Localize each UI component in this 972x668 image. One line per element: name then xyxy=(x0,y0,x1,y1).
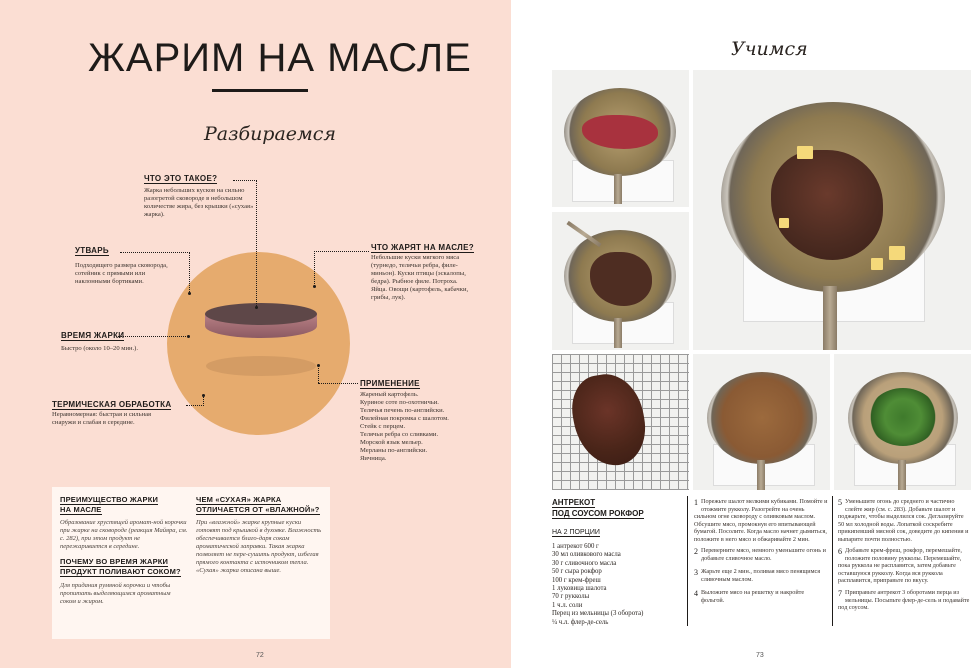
step-2: 2 Переверните мясо, немного уменьшите огонь и добавьте сливочное масло. xyxy=(694,547,826,562)
step-7: 7 Приправьте антрекот 3 оборотами перца из мельницы. Посыпьте флер-де-сель и подавайте под соусом. xyxy=(838,589,970,612)
leader-dot xyxy=(255,306,258,309)
ingredient-item: ¼ ч.л. флер-де-сель xyxy=(552,618,609,626)
tip-advantage-text: Образование хрустящей аромат-ной корочки при жарке на сковороде (реакция Майяра, см. с. 282), при этом продукт не пережаривается в середине. xyxy=(60,519,188,550)
arugula-illustration xyxy=(868,388,938,446)
tip-basting-title: ПОЧЕМУ ВО ВРЕМЯ ЖАРКИ ПРОДУКТ ПОЛИВАЮТ СОКОМ? xyxy=(60,557,181,576)
page-title: ЖАРИМ НА МАСЛЕ xyxy=(88,36,472,80)
leader-line xyxy=(318,365,319,383)
recipe-title: АНТРЕКОТ ПОД СОУСОМ РОКФОР xyxy=(552,498,644,518)
diagram-circle xyxy=(167,252,350,435)
leader-dot xyxy=(188,292,191,295)
callout-foods-text: Небольшие куски мягкого мяса (турнедо, телячьи ребра, филе-миньон). Куски птицы (эскалопы, бедра). Рыбное филе. Потроха. Яйца. Овощи (картофель, кабачки, грибы, лук). xyxy=(371,254,469,301)
column-divider xyxy=(687,496,688,626)
pan-handle xyxy=(757,460,765,490)
leader-dot xyxy=(313,285,316,288)
callout-uses-label: ПРИМЕНЕНИЕ xyxy=(360,379,420,388)
right-page xyxy=(511,0,972,668)
steak-shadow xyxy=(206,356,316,376)
tip-advantage-title: ПРЕИМУЩЕСТВО ЖАРКИ НА МАСЛЕ xyxy=(60,495,159,514)
ingredient-item: Перец из мельницы (3 оборота) xyxy=(552,610,644,618)
tip-basting-text: Для придания румяной корочки и чтобы пропитать выделяющимся ароматным соком и жиром. xyxy=(60,582,171,605)
callout-utensils-text: Подходящего размера сковорода, сотейник с прямыми или наклонными бортиками. xyxy=(75,262,168,285)
uses-item: Филейная покромка с шалотом. xyxy=(360,415,449,422)
uses-item: Стейк с перцем. xyxy=(360,423,406,430)
ingredient-item: 1 антрекот 600 г xyxy=(552,543,599,550)
steak-illustration-top xyxy=(205,303,317,325)
section-heading: Разбираемся xyxy=(204,123,337,145)
step-photo-1 xyxy=(552,70,689,207)
step-5: 5 Уменьшите огонь до среднего и частично слейте жир (см. с. 283). Добавьте шалот и поджарьте, чтобы выделился сок. Деглазируйте 50 мл холодной воды. Лопаткой соскребите прикипевший мясной сок, доведите до кипения и выпарите почти полностью. xyxy=(838,498,969,543)
step-6: 6 Добавьте крем-фреш, рокфор, перемешайте, положите половину рукколы. Перемешайте, пока руккола не расплавится, затем добавьте оставшуюся рукколу. Когда вся руккола расплавится, приправьте по вкусу. xyxy=(838,547,962,585)
pan-illustration xyxy=(707,372,817,464)
butter-piece xyxy=(779,218,789,228)
callout-heat-label: ТЕРМИЧЕСКАЯ ОБРАБОТКА xyxy=(52,400,172,409)
step-photo-arugula xyxy=(834,354,971,490)
pan-handle xyxy=(614,174,622,204)
pan-handle xyxy=(614,318,622,348)
pan-handle xyxy=(823,286,837,350)
callout-time-label: ВРЕМЯ ЖАРКИ xyxy=(61,331,125,340)
leader-line xyxy=(189,252,190,294)
ingredient-item: 100 г крем-фреш xyxy=(552,576,601,584)
title-rule xyxy=(212,89,308,92)
leader-line xyxy=(314,251,315,286)
leader-line xyxy=(233,180,257,181)
leader-line xyxy=(314,251,369,252)
leader-line xyxy=(186,405,204,406)
resting-steak-illustration xyxy=(567,369,652,472)
uses-item: Телячья печень по-английски. xyxy=(360,407,445,414)
butter-piece xyxy=(797,146,813,159)
step-4: 4 Выложите мясо на решетку и накройте фольгой. xyxy=(694,589,805,604)
page-number-right: 73 xyxy=(756,652,764,659)
ingredient-item: 30 мл оливкового масла xyxy=(552,551,621,559)
step-3: 3 Жарьте еще 2 мин., поливая мясо пенящимся сливочным маслом. xyxy=(694,568,821,583)
ingredient-item: 1 ч.л. соли xyxy=(552,601,583,609)
tip-dry-vs-wet-title: ЧЕМ «СУХАЯ» ЖАРКА ОТЛИЧАЕТСЯ ОТ «ВЛАЖНОЙ»? xyxy=(196,495,320,514)
callout-utensils-label: УТВАРЬ xyxy=(75,246,109,255)
page-number-left: 72 xyxy=(256,652,264,659)
callout-uses-list xyxy=(360,391,470,463)
leader-dot xyxy=(202,394,205,397)
uses-item: Яичница. xyxy=(360,455,387,462)
uses-item: Куриное соте по-охотничьи. xyxy=(360,399,439,406)
ingredients-list xyxy=(552,543,672,627)
recipe-servings: НА 2 ПОРЦИИ xyxy=(552,529,600,536)
section-heading-right: Учимся xyxy=(731,38,808,60)
leader-line xyxy=(318,383,358,384)
step-photo-resting-rack xyxy=(552,354,689,490)
callout-time-text: Быстро (около 10–20 мин.). xyxy=(61,345,139,352)
leader-line xyxy=(120,252,190,253)
callout-what-text: Жарка небольших кусков на сильно разогретой сковороде в небольшом количестве жира, без крышки («сухая» жарка). xyxy=(144,187,254,218)
ingredient-item: 50 г сыра рокфор xyxy=(552,568,602,576)
butter-piece xyxy=(871,258,883,270)
tips-box xyxy=(52,487,330,639)
leader-line xyxy=(118,336,188,337)
uses-item: Жареный картофель. xyxy=(360,391,419,398)
column-divider xyxy=(832,496,833,626)
callout-heat-text: Неравномерная: быстрая и сильная снаружи и слабая в середине. xyxy=(52,411,152,426)
uses-item: Морской язык мельер. xyxy=(360,439,423,446)
step-1: 1 Порежьте шалот мелкими кубиками. Помойте и отожмите рукколу. Разогрейте на очень сильном огне сковороду с оливковым маслом. Обсушите мясо, промокнув его впитывающей бумагой. Посолите. Когда масло начнет дымиться, положите в него мясо и обжаривайте 2 мин. xyxy=(694,498,828,543)
step-photo-2-3 xyxy=(693,70,971,350)
ingredient-item: 30 г сливочного масла xyxy=(552,559,617,567)
ingredient-item: 70 г рукколы xyxy=(552,593,590,601)
leader-dot xyxy=(317,364,320,367)
ingredient-item: 1 луковица шалота xyxy=(552,585,607,593)
step-photo-deglaze xyxy=(693,354,830,490)
callout-foods-label: ЧТО ЖАРЯТ НА МАСЛЕ? xyxy=(371,243,474,252)
leader-dot xyxy=(187,335,190,338)
uses-item: Телячьи ребра со сливками. xyxy=(360,431,439,438)
butter-piece xyxy=(889,246,905,260)
step-photo-basting xyxy=(552,212,689,350)
callout-what-label: ЧТО ЭТО ТАКОЕ? xyxy=(144,174,218,183)
tip-dry-vs-wet-text: При «влажной» жарке крупные куски готовят под крышкой в духовке. Влажность обеспечивается благо-даря сокам ароматической заправки. Такая жарка позволяет не пере-сушить продукт, избегая прямого контакта с источником тепла. «Сухая» жарка описана выше. xyxy=(196,519,322,574)
pan-handle xyxy=(898,460,906,490)
uses-item: Мерланы по-английски. xyxy=(360,447,428,454)
